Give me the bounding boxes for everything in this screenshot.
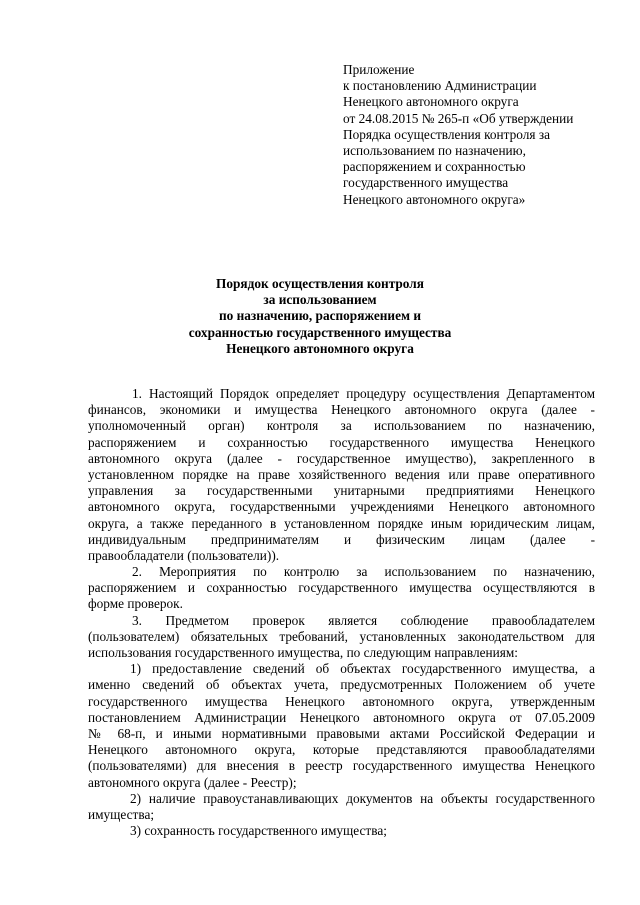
body-line: уполномоченный орган) контроля за использованием по назначению, [88,418,595,434]
body-line: постановлением Администрации Ненецкого автономного округа от 07.05.2009 [88,709,595,725]
title-line: Порядок осуществления контроля [216,276,424,291]
body-line: 1. Настоящий Порядок определяет процедуру осуществления Департаментом [132,386,595,401]
appendix-line: от 24.08.2015 № 265-п «Об утверждении [343,110,574,126]
body-line: автономного округа (далее - государственное имущество), закрепленного в [88,450,595,466]
body-line: (пользователем) обязательных требований, установленных законодательством для [88,628,595,644]
appendix-line: к постановлению Администрации [343,78,537,94]
body-line: государственного имущества Ненецкого автономного округа, утвержденным [88,693,595,709]
title-line: Ненецкого автономного округа [226,340,414,356]
appendix-line: Порядка осуществления контроля за [343,126,550,142]
body-line: № 68-п, и иными нормативными правовыми актами Российской Федерации и [88,725,595,741]
appendix-line: Приложение [343,62,415,77]
body-line: распоряжением и сохранностью государственного имущества Ненецкого [88,434,595,450]
body-line: автономного округа, государственными учреждениями Ненецкого автономного [88,499,595,515]
body-line: управления за государственными унитарными предприятиями Ненецкого [88,483,595,499]
body-line: Ненецкого автономного округа, которые представляются правообладателями [88,742,595,758]
title-line: сохранностью государственного имущества [188,324,452,340]
appendix-line: государственного имущества [343,175,509,191]
appendix-line: использованием по назначению, [343,143,526,159]
body-line: форме проверок. [88,596,183,612]
body-line: 3. Предметом проверок является соблюдение правообладателем [132,612,595,628]
body-line: именно сведений об объектах учета, предусмотренных Положением об учете [88,677,595,693]
body-line: автономного округа (далее - Реестр); [88,774,297,790]
body-line: правообладатели (пользователи)). [88,547,280,563]
document-title [100,276,540,357]
body-line: 2. Мероприятия по контролю за использованием по назначению, [132,564,595,580]
body-line: (пользователями) для внесения в реестр государственного имущества Ненецкого [88,758,595,774]
title-line: по назначению, распоряжением и [218,308,422,324]
body-line: 3) сохранность государственного имущества; [130,823,387,839]
body-line: имущества; [88,806,155,822]
body-line: установленном порядке на праве хозяйственного ведения или праве оперативного [88,466,595,482]
appendix-line: распоряжением и сохранностью [343,159,526,175]
body-line: 1) предоставление сведений об объектах государственного имущества, а [130,661,595,677]
document-body [88,386,595,839]
body-line: использования государственного имущества, по следующим направлениям: [88,645,518,660]
body-line: округа, а также переданного в установленном порядке иным юридическим лицам, [88,515,595,531]
appendix-line: Ненецкого автономного округа [343,94,519,110]
body-line: 2) наличие правоустанавливающих документов на объекты государственного [130,790,595,806]
title-line: за использованием [263,292,377,308]
appendix-line: Ненецкого автономного округа» [343,191,526,207]
body-line: финансов, экономики и имущества Ненецкого автономного округа (далее - [88,402,595,418]
body-line: распоряжением и сохранностью государственного имущества осуществляются в [88,580,595,596]
appendix-header [343,62,603,208]
body-line: индивидуальным предпринимателям и физическим лицам (далее - [88,531,595,547]
